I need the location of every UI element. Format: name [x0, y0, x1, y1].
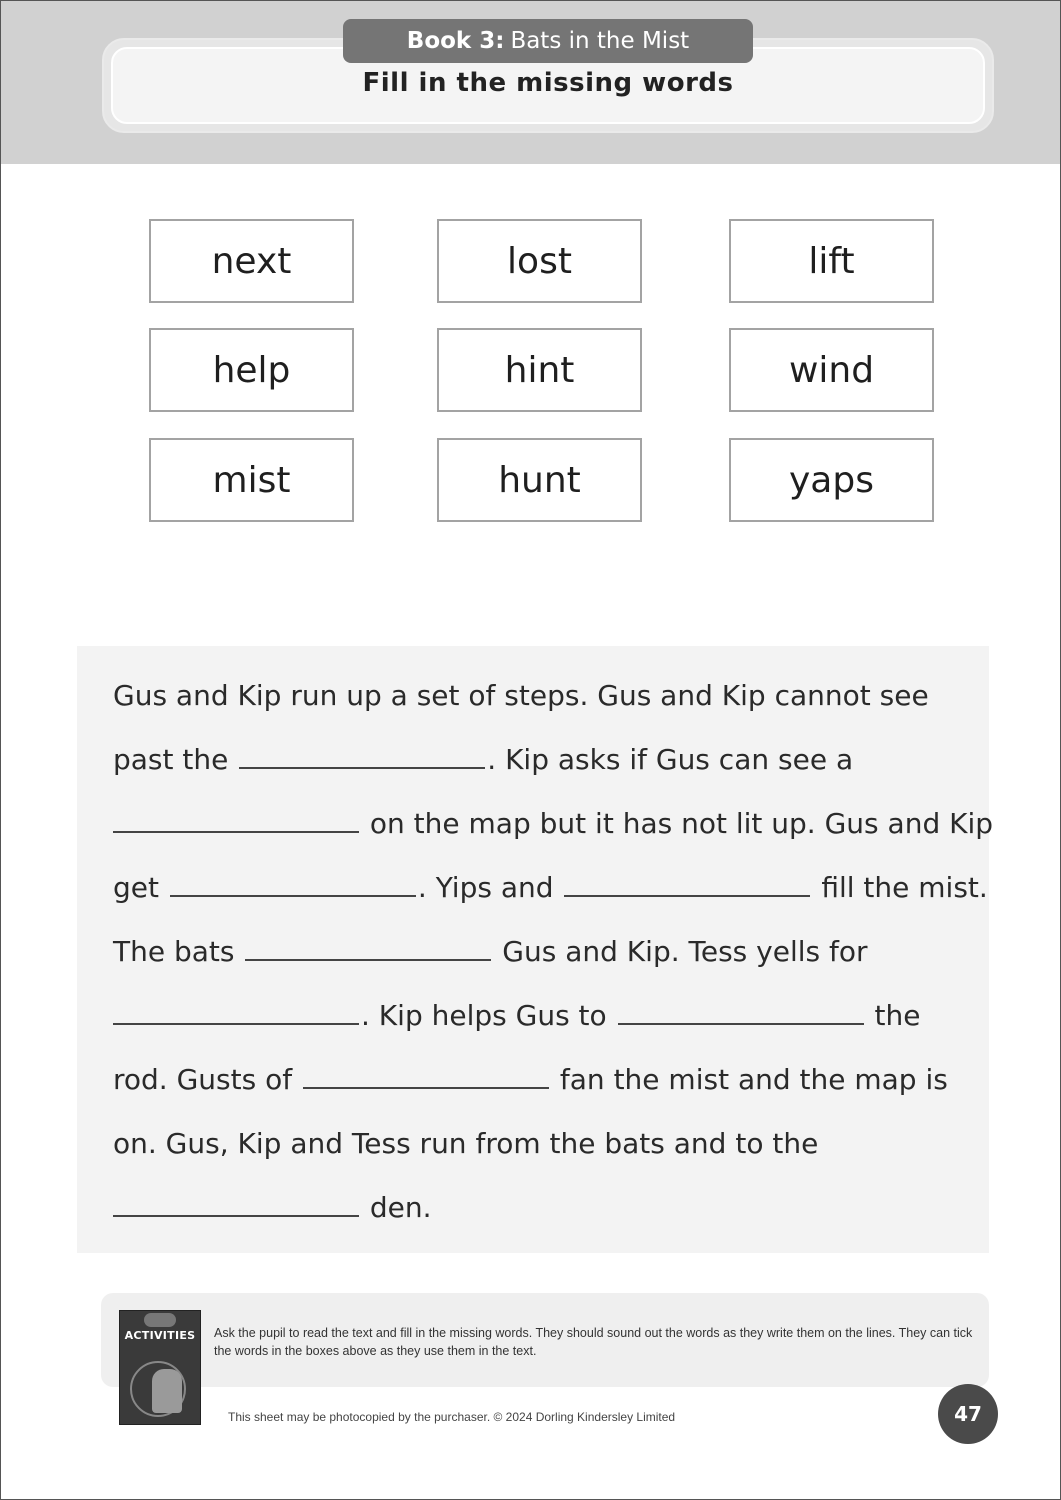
- passage-line-9: [113, 1188, 432, 1228]
- activity-title: Fill in the missing words: [362, 68, 734, 98]
- passage-text: Gus and Kip run up a set of steps. Gus and Kip cannot see: [113, 679, 929, 712]
- blank-line[interactable]: [170, 871, 416, 897]
- passage-text: den.: [369, 1191, 432, 1224]
- passage-text: . Kip helps Gus to: [361, 999, 607, 1032]
- passage-text: . Yips and: [417, 871, 554, 904]
- teacher-note-text: Ask the pupil to read the text and fill in the missing words. They should sound out the words as they write them on the lines. They can tick the words in the boxes above as they use them in the text.: [214, 1326, 973, 1358]
- passage-line-3: [113, 804, 993, 844]
- blank-line[interactable]: [564, 871, 810, 897]
- passage-line-2: [113, 740, 853, 780]
- book-number: Book 3:: [406, 28, 505, 54]
- word-box-lost[interactable]: lost: [437, 219, 642, 303]
- passage-line-7: [113, 1060, 948, 1100]
- passage-text: fill the mist.: [821, 871, 988, 904]
- cover-label: ACTIVITIES: [124, 1329, 196, 1342]
- passage-text: on the map but it has not lit up. Gus and Kip: [369, 807, 994, 840]
- blank-line[interactable]: [113, 999, 359, 1025]
- blank-line[interactable]: [303, 1063, 549, 1089]
- book-title: Bats in the Mist: [510, 28, 690, 54]
- word-box-hint[interactable]: hint: [437, 328, 642, 412]
- passage-text: The bats: [113, 935, 235, 968]
- word-box-yaps[interactable]: yaps: [729, 438, 934, 522]
- passage-line-1: [113, 676, 929, 716]
- word-box-lift[interactable]: lift: [729, 219, 934, 303]
- blank-line[interactable]: [113, 807, 359, 833]
- blank-line[interactable]: [239, 743, 485, 769]
- passage-text: the: [874, 999, 921, 1032]
- word-box-help[interactable]: help: [149, 328, 354, 412]
- passage-line-6: [113, 996, 920, 1036]
- book-tab: [343, 19, 753, 63]
- passage-text: rod. Gusts of: [113, 1063, 293, 1096]
- passage-line-8: [113, 1124, 818, 1164]
- passage-text: Gus and Kip. Tess yells for: [502, 935, 868, 968]
- page-number-badge: 47: [938, 1384, 998, 1444]
- word-box-wind[interactable]: wind: [729, 328, 934, 412]
- blank-line[interactable]: [245, 935, 491, 961]
- passage-text: fan the mist and the map is: [559, 1063, 948, 1096]
- passage-text: get: [113, 871, 159, 904]
- passage-line-5: [113, 932, 868, 972]
- passage-text: . Kip asks if Gus can see a: [487, 743, 854, 776]
- cover-character-icon: [152, 1369, 182, 1413]
- copyright-notice: This sheet may be photocopied by the purchaser. © 2024 Dorling Kindersley Limited: [228, 1410, 676, 1424]
- passage-text: past the: [113, 743, 229, 776]
- passage-text: on. Gus, Kip and Tess run from the bats and to the: [113, 1127, 819, 1160]
- word-box-mist[interactable]: mist: [149, 438, 354, 522]
- word-box-hunt[interactable]: hunt: [437, 438, 642, 522]
- blank-line[interactable]: [618, 999, 864, 1025]
- blank-line[interactable]: [113, 1191, 359, 1217]
- series-logo-icon: [144, 1313, 176, 1327]
- word-box-next[interactable]: next: [149, 219, 354, 303]
- passage-line-4: [113, 868, 988, 908]
- activities-book-cover: [119, 1310, 201, 1425]
